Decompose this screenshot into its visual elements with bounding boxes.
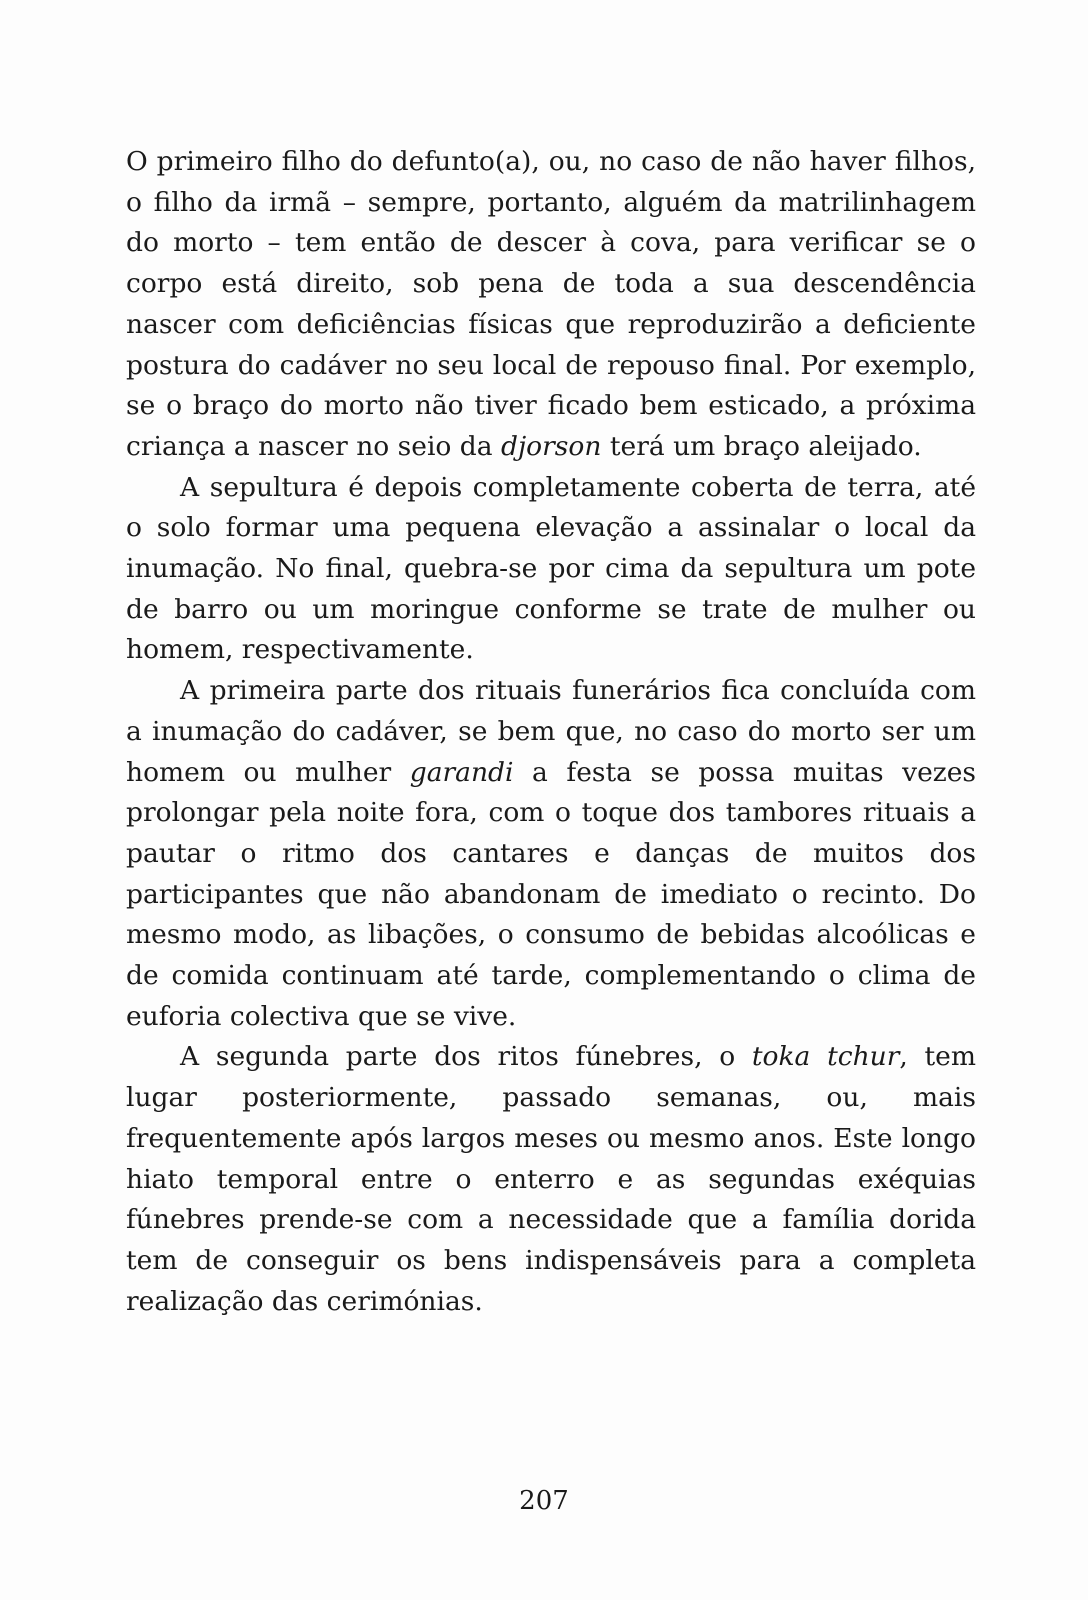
paragraph-3 [126,671,976,1037]
paragraph-3-text-a: A primeira parte dos rituais funerários fica concluída com a inumação do cadáver, se bem que, no caso do morto ser um homem ou mulher [126,675,976,788]
body-text [126,142,976,1322]
term-garandi: garandi [409,756,514,788]
paragraph-3-text-b: a festa se possa muitas vezes prolongar pela noite fora, com o toque dos tambores rituais a pautar o ritmo dos cantares e danças de muitos dos participantes que não abandonam de imediato o recinto. Do mesmo modo, as libações, o consumo de bebidas alcoólicas e de comida continuam até tarde, complementando o clima de euforia colectiva que se vive. [126,756,976,1032]
term-toka-tchur: toka tchur [751,1041,900,1073]
paragraph-2 [126,468,976,672]
page-number: 207 [519,1486,569,1516]
paragraph-2-text: A sepultura é depois completamente coberta de terra, até o solo formar uma pequena elevação a assinalar o local da inumação. No final, quebra-se por cima da sepultura um pote de barro ou um moringue conforme se trate de mulher ou homem, respectivamente. [126,471,976,666]
term-djorson: djorson [501,430,602,462]
paragraph-1 [126,142,976,468]
paragraph-4-text-a: A segunda parte dos ritos fúnebres, o [180,1041,752,1073]
paragraph-4 [126,1037,976,1322]
paragraph-1-text-b: terá um braço aleijado. [601,430,922,462]
paragraph-4-text-b: , tem lugar posteriormente, passado semanas, ou, mais frequentemente após largos meses ou mesmo anos. Este longo hiato temporal entre o enterro e as segundas exéquias fúnebres prende-se com a necessidade que a família dorida tem de conseguir os bens indispensáveis para a completa realização das cerimónias. [126,1041,976,1317]
paragraph-1-text-a: O primeiro filho do defunto(a), ou, no caso de não haver filhos, o filho da irmã – sempre, portanto, alguém da matrilinhagem do morto – tem então de descer à cova, para verificar se o corpo está direito, sob pena de toda a sua descendência nascer com deficiências físicas que reproduzirão a deficiente postura do cadáver no seu local de repouso final. Por exemplo, se o braço do morto não tiver ficado bem esticado, a próxima criança a nascer no seio da [126,146,976,462]
